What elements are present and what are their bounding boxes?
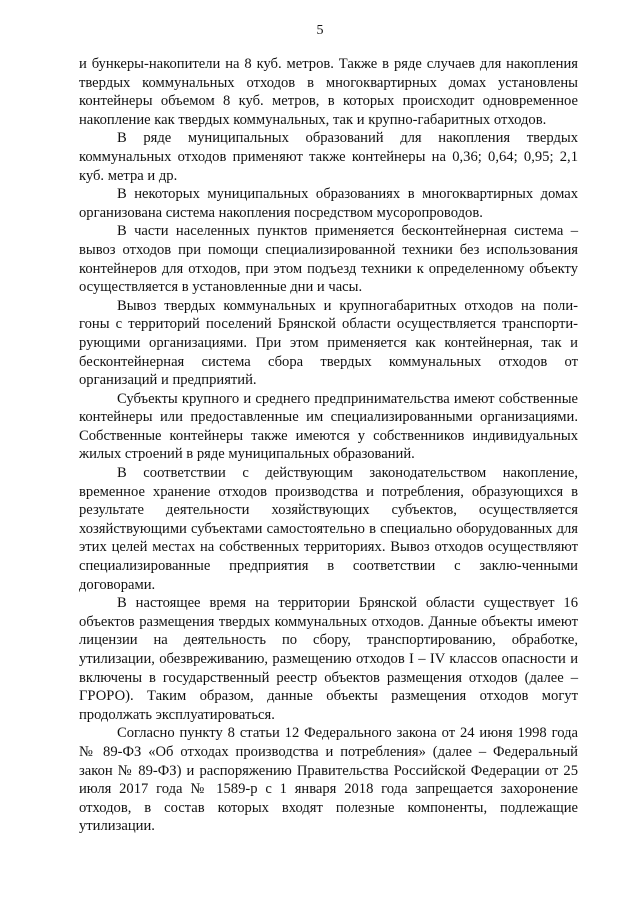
paragraph: Субъекты крупного и среднего предпринимательства имеют собственные контейнеры или предоставленные им специализированными организациями. Собственные контейнеры также имеются у собственников индивидуальных жилых строений в ряде муниципальных образований. (79, 390, 578, 463)
paragraph: В настоящее время на территории Брянской области существует 16 объектов размещения твердых коммунальных отходов. Данные объекты имеют лицензии на деятельность по сбору, транспортированию, обработке, утилизации, обезвреживанию, размещению отходов I – IV классов опасности и включены в государственный реестр объектов размещения отходов (далее – ГРОРО). Таким образом, данные объекты размещения отходов могут продолжать эксплуатироваться. (79, 595, 578, 723)
paragraph: В соответствии с действующим законодательством накопление, временное хранение отходов производства и потребления, образующихся в результате деятельности хозяйствующих субъектов, осуществляется хозяйствующими субъектами самостоятельно в специально оборудованных для этих целей местах на собственных территориях. Вывоз отходов осуществляют специализированные предприятия в соответствии с заклю-ченными договорами. (79, 465, 578, 593)
paragraph: В ряде муниципальных образований для накопления твердых коммунальных отходов применяют также контейнеры на 0,36; 0,64; 0,95; 2,1 куб. метра и др. (79, 130, 578, 184)
page-number: 5 (316, 23, 324, 38)
paragraph: В части населенных пунктов применяется бесконтейнерная система – вывоз отходов при помощи специализированной техники без использования контейнеров для отходов, при этом подъезд техники к определенному объекту осуществляется в установленные дни и часы. (79, 223, 578, 296)
paragraph-continuation: и бункеры-накопители на 8 куб. метров. Также в ряде случаев для накопления твердых коммунальных отходов в многоквартирных домах установлены контейнеры объемом 8 куб. метров, в которых происходит одновременное накопление как твердых коммунальных, так и крупно-габаритных отходов. (79, 56, 578, 128)
body-text (79, 55, 578, 836)
paragraph: Вывоз твердых коммунальных и крупногабаритных отходов на поли-гоны с территорий поселений Брянской области осуществляется транспорти-рующими организациями. При этом применяется как контейнерная, так и бесконтейнерная система сбора твердых коммунальных отходов от организаций и предприятий. (79, 297, 578, 389)
paragraph: В некоторых муниципальных образованиях в многоквартирных домах организована система накопления посредством мусоропроводов. (79, 186, 578, 221)
paragraph: Согласно пункту 8 статьи 12 Федерального закона от 24 июня 1998 года № 89-ФЗ «Об отходах производства и потребления» (далее – Федеральный закон № 89-ФЗ) и распоряжению Правительства Российской Федерации от 25 июля 2017 года № 1589-р с 1 января 2018 года запрещается захоронение отходов, в состав которых входят полезные компоненты, подлежащие утилизации. (79, 725, 578, 835)
